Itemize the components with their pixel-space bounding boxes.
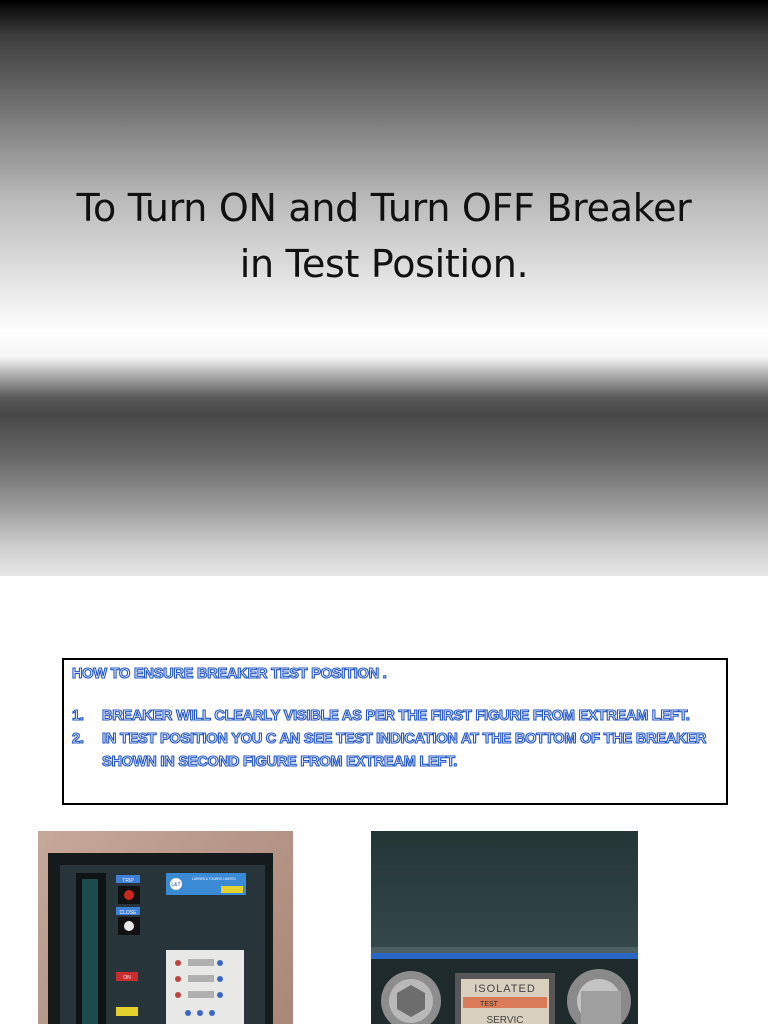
- on-indicator-label: ON: [123, 975, 131, 981]
- instruction-box: [62, 658, 728, 805]
- isolated-label: ISOLATED: [474, 983, 536, 995]
- instruction-list: [72, 705, 718, 774]
- instruction-item-1: [72, 705, 718, 728]
- test-indicator-illustration: [371, 831, 638, 1024]
- close-label: CLOSE: [119, 910, 137, 916]
- service-label: SERVIC: [486, 1015, 524, 1024]
- trip-label: TRIP: [122, 878, 134, 884]
- instruction-item-2: [72, 728, 718, 774]
- instruction-text: BREAKER WILL CLEARLY VISIBLE AS PER THE FIRST FIGURE FROM EXTREAM LEFT.: [102, 708, 690, 724]
- instruction-text: IN TEST POSITION YOU C AN SEE TEST INDICATION AT THE BOTTOM OF THE BREAKER SHOWN IN SECOND FIGURE FROM EXTREAM LEFT.: [102, 731, 707, 770]
- test-label: TEST: [480, 1001, 498, 1008]
- slide-title-line-2: in Test Position.: [239, 242, 529, 286]
- instruction-number: 1.: [72, 708, 84, 724]
- slide-title-line-1: To Turn ON and Turn OFF Breaker: [76, 186, 692, 230]
- breaker-front-photo: [38, 831, 293, 1024]
- instruction-number: 2.: [72, 731, 84, 747]
- instruction-heading: HOW TO ENSURE BREAKER TEST POSITION .: [72, 666, 387, 682]
- test-indicator-photo: [371, 831, 638, 1024]
- lt-logo: L&T: [171, 882, 181, 888]
- breaker-front-illustration: [38, 831, 293, 1024]
- slide-title: [0, 180, 768, 292]
- nameplate-label: LARSEN & TOUBRO LIMITED: [192, 877, 236, 881]
